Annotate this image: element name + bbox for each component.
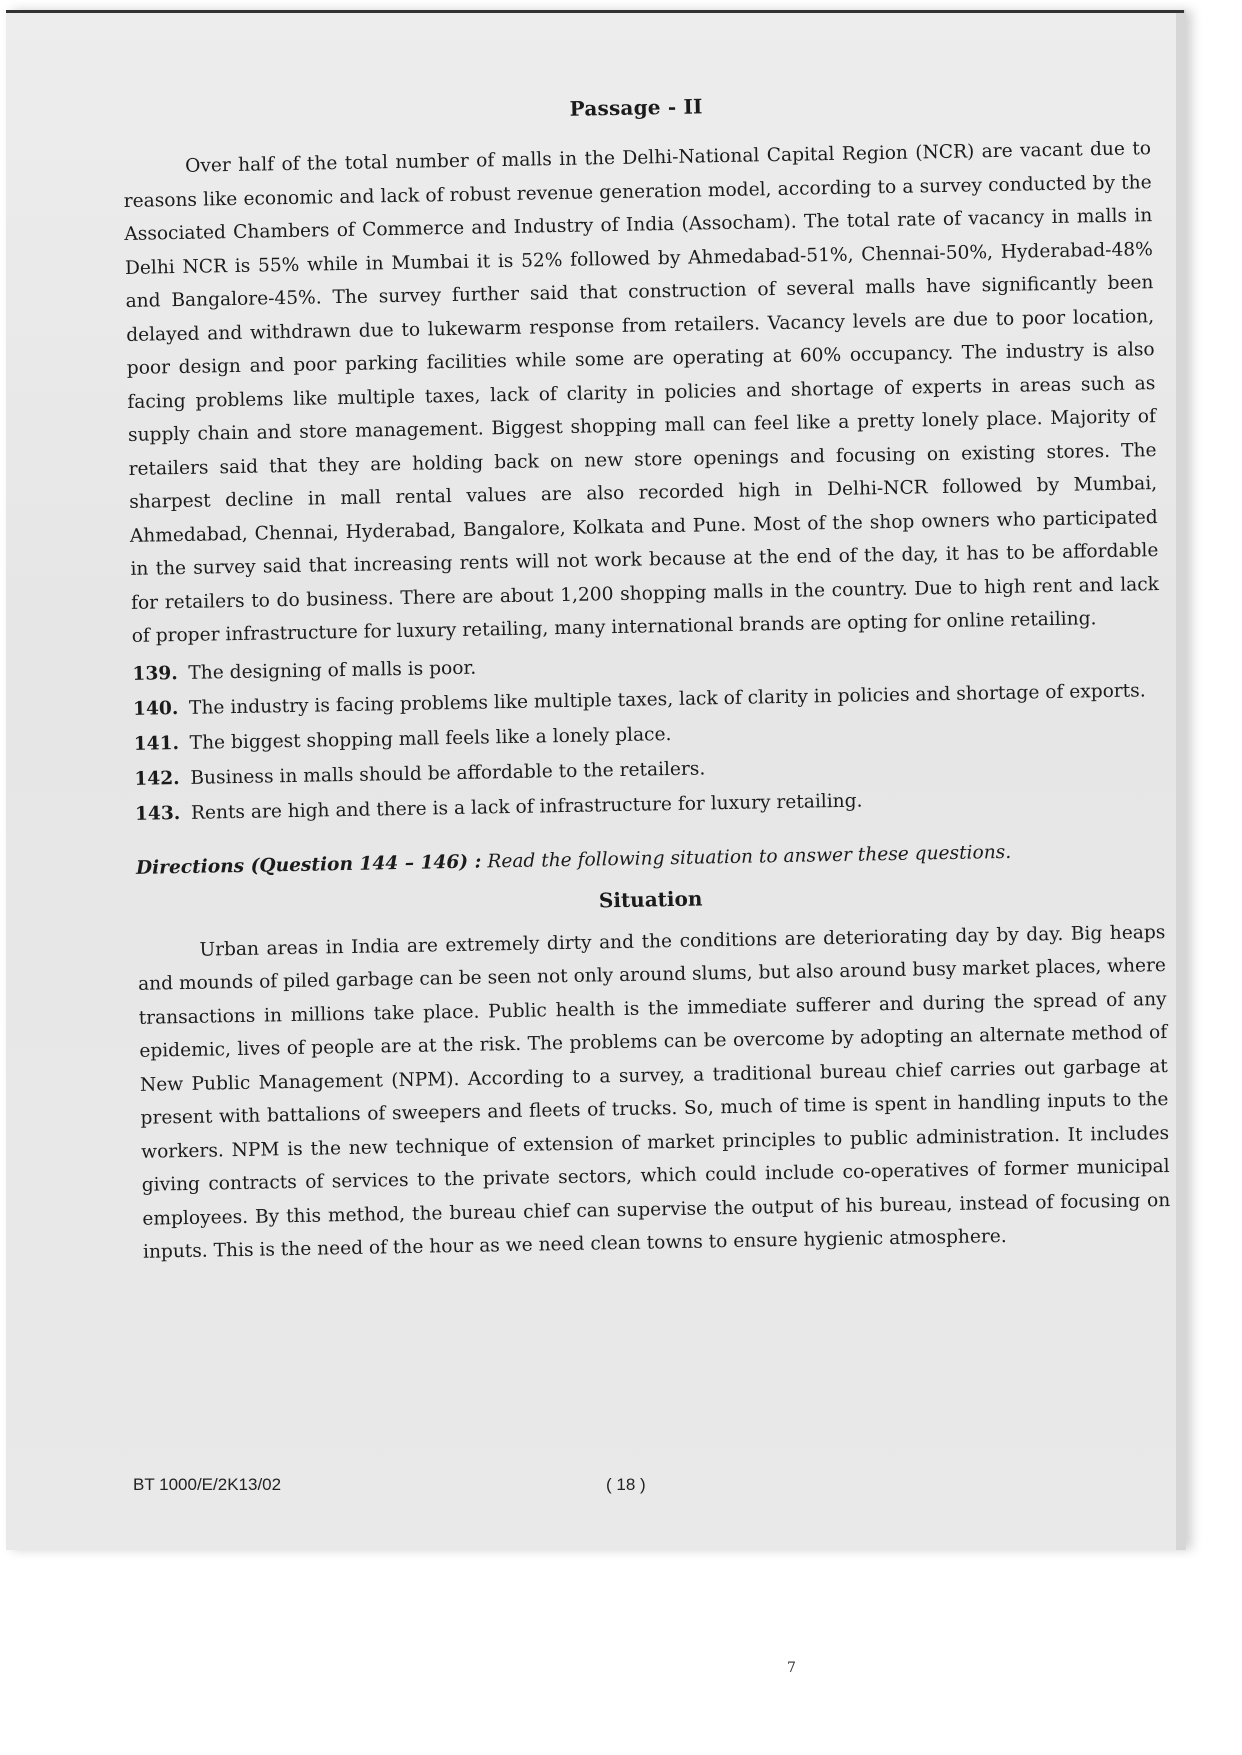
question-number: 141. bbox=[133, 732, 180, 755]
question-number: 140. bbox=[132, 697, 179, 720]
stray-mark: 7 bbox=[787, 1660, 796, 1676]
situation-heading: Situation bbox=[598, 885, 703, 912]
question-text: Rents are high and there is a lack of infrastructure for luxury retailing. bbox=[190, 790, 863, 824]
situation-text: Urban areas in India are extremely dirty and the conditions are deteriorating day by day. Big heaps and mounds of piled garbage can be seen not only around slums, but also around busy market places, where transactions in millions take place. Public health is the immediate sufferer and during the spread of any epidemic, lives of people are at the risk. The problems can be overcome by adopting an alternate method of New Public Management (NPM). According to a survey, a traditional bureau chief carries out garbage at present with battalions of sweepers and fleets of trucks. So, much of time is spent in handling inputs to the workers. NPM is the new technique of extension of market principles to public administration. It includes giving contracts of services to the private sectors, which could include co-operatives of former municipal employees. By this method, the bureau chief can supervise the output of his bureau, instead of focusing on inputs. This is the need of the hour as we need clean towns to ensure hygienic atmosphere. bbox=[137, 921, 1171, 1263]
question-text: The designing of malls is poor. bbox=[188, 657, 477, 684]
question-number: 143. bbox=[134, 802, 181, 825]
passage-text: Over half of the total number of malls in the Delhi-National Capital Region (NCR) are vacant due to reasons like economic and lack of robust revenue generation model, according to a survey conducted by the Associated Chambers of Commerce and Industry of India (Assocham). The total rate of vacancy in malls in Delhi NCR is 55% while in Mumbai it is 52% followed by Ahmedabad-51%, Chennai-50%, Hyderabad-48% and Bangalore-45%. The survey further said that construction of several malls have significantly been delayed and withdrawn due to lukewarm response from retailers. Vacancy levels are due to poor location, poor design and poor parking facilities while some are operating at 60% occupancy. The industry is also facing problems like multiple taxes, lack of clarity in policies and shortage of experts in areas such as supply chain and store management. Biggest shopping mall can feel like a pretty lonely place. Majority of retailers said that they are holding back on new store openings and focusing on existing stores. The sharpest decline in mall rental values are also recorded high in Delhi-NCR followed by Mumbai, Ahmedabad, Chennai, Hyderabad, Bangalore, Kolkata and Pune. Most of the shop owners who participated in the survey said that increasing rents will not work because at the end of the day, it has to be affordable for retailers to do business. There are about 1,200 shopping malls in the country. Due to high rent and lack of proper infrastructure for luxury retailing, many international brands are opting for online retailing. bbox=[123, 138, 1160, 647]
directions-label: Directions (Question 144 – 146) : bbox=[135, 851, 482, 879]
question-number: 142. bbox=[134, 767, 180, 790]
question-text: Business in malls should be affordable to the retailers. bbox=[190, 757, 706, 789]
page-content bbox=[122, 86, 1171, 1269]
paper-sheet bbox=[6, 10, 1186, 1550]
page-number: ( 18 ) bbox=[606, 1475, 646, 1494]
booklet-code: BT 1000/E/2K13/02 bbox=[133, 1475, 282, 1494]
question-number: 139. bbox=[132, 662, 178, 685]
top-rule bbox=[6, 10, 1184, 13]
question-text: The industry is facing problems like multiple taxes, lack of clarity in policies and shortage of exports. bbox=[188, 679, 1146, 719]
directions bbox=[136, 839, 1164, 879]
question-text: The biggest shopping mall feels like a lonely place. bbox=[189, 723, 672, 754]
question-list bbox=[132, 643, 1163, 828]
passage-heading: Passage - II bbox=[569, 94, 703, 121]
directions-text: Read the following situation to answer these questions. bbox=[487, 841, 1012, 872]
